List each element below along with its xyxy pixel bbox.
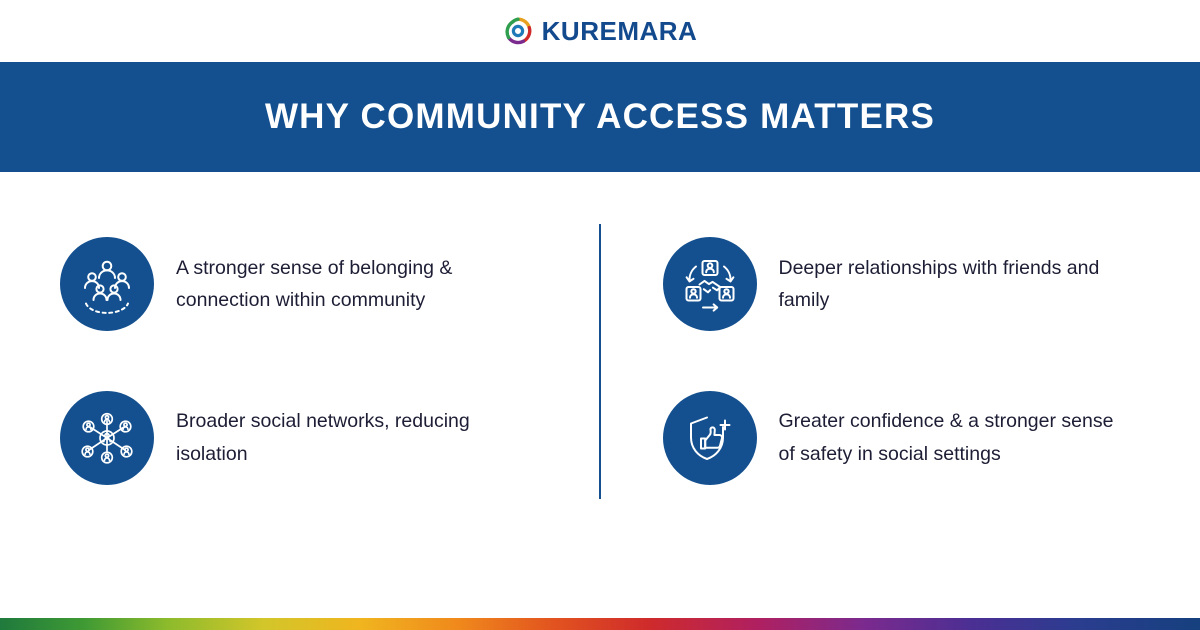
benefit-item-confidence bbox=[601, 378, 1141, 498]
brand-header bbox=[0, 0, 1200, 62]
title-banner bbox=[0, 62, 1200, 172]
brand-lockup bbox=[503, 16, 698, 47]
page-title: WHY COMMUNITY ACCESS MATTERS bbox=[264, 97, 936, 136]
rainbow-gradient-strip bbox=[0, 618, 1200, 630]
benefit-item-belonging bbox=[60, 224, 600, 344]
benefit-text: Broader social networks, reducing isolation bbox=[176, 410, 470, 465]
brand-name: KUREMARA bbox=[541, 15, 698, 46]
benefits-grid bbox=[60, 224, 1140, 499]
handshake-collaboration-icon bbox=[663, 237, 757, 331]
benefits-section bbox=[0, 172, 1200, 618]
kuremara-swirl-logo-icon bbox=[503, 16, 533, 46]
benefit-text: A stronger sense of belonging & connection within community bbox=[176, 256, 453, 311]
benefit-item-networks bbox=[60, 378, 600, 498]
shield-thumbs-up-icon bbox=[663, 391, 757, 485]
benefit-item-relationships bbox=[601, 224, 1141, 344]
social-network-nodes-icon bbox=[60, 391, 154, 485]
benefit-text: Deeper relationships with friends and family bbox=[778, 256, 1100, 311]
people-circle-group-icon bbox=[60, 237, 154, 331]
benefit-text: Greater confidence & a stronger sense of safety in social settings bbox=[778, 410, 1114, 465]
